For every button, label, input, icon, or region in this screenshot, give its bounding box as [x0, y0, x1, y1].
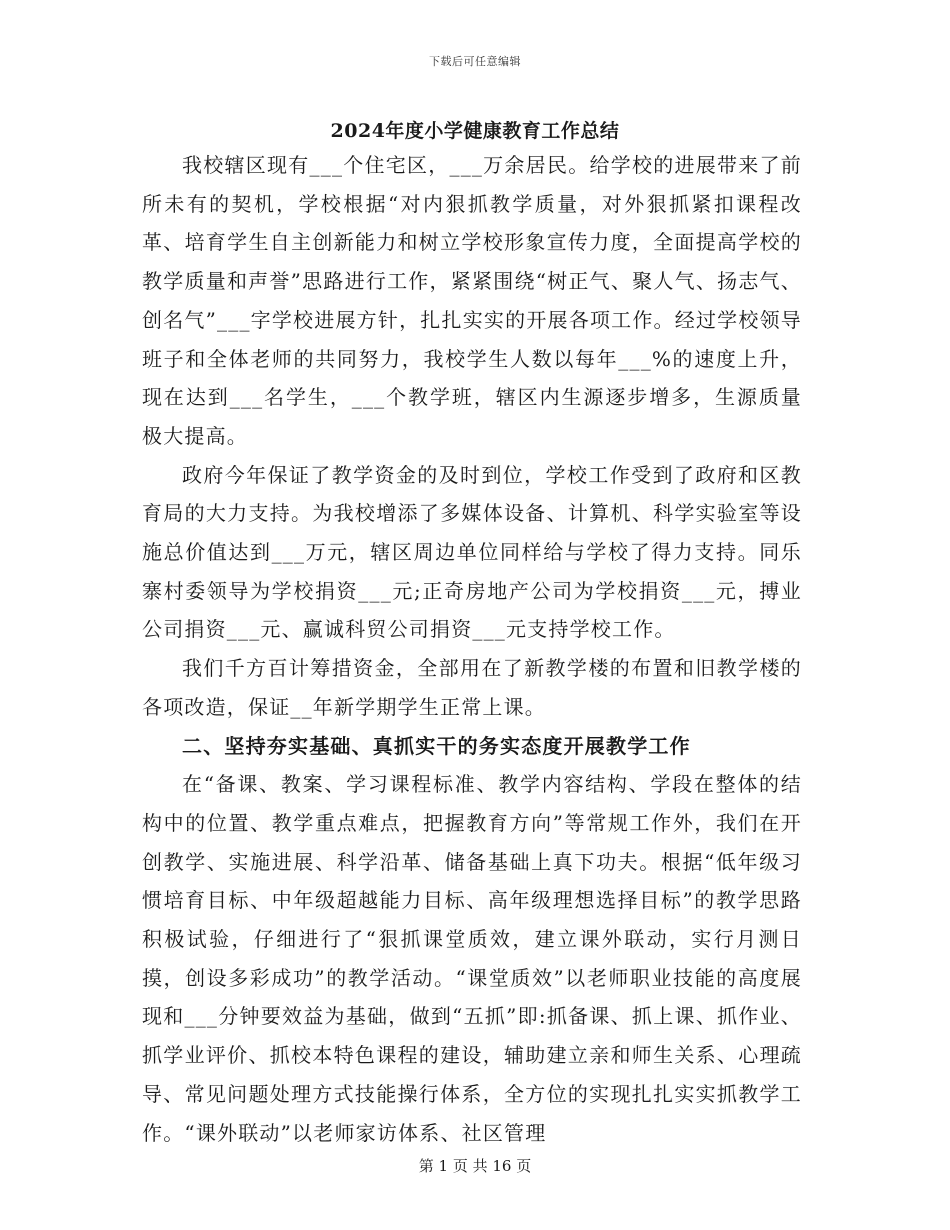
- section-heading: 二、坚持夯实基础、真抓实干的务实态度开展教学工作: [182, 733, 691, 758]
- document-body: [142, 146, 802, 1152]
- document-title: 2024年度小学健康教育工作总结: [330, 120, 620, 142]
- paragraph-funding: 政府今年保证了教学资金的及时到位，学校工作受到了政府和区教育局的大力支持。为我校增添了多媒体设备、计算机、科学实验室等设施总价值达到___万元，辖区周边单位同样给与学校了得力支持。同乐寨村委领导为学校捐资___元;正奇房地产公司为学校捐资___元，搏业公司捐资___元、赢诚科贸公司捐资___元支持学校工作。: [142, 462, 802, 642]
- paragraph-teaching: 在“备课、教案、学习课程标准、教学内容结构、学段在整体的结构中的位置、教学重点难点，把握教育方向”等常规工作外，我们在开创教学、实施进展、科学沿革、储备基础上真下功夫。根据“低年级习惯培育目标、中年级超越能力目标、高年级理想选择目标”的教学思路积极试验，仔细进行了“狠抓课堂质效，建立课外联动，实行月测日摸，创设多彩成功”的教学活动。“课堂质效”以老师职业技能的高度展现和___分钟要效益为基础，做到“五抓”即:抓备课、抓上课、抓作业、抓学业评价、抓校本特色课程的建设，辅助建立亲和师生关系、心理疏导、常见问题处理方式技能操行体系，全方位的实现扎扎实实抓教学工作。“课外联动”以老师家访体系、社区管理: [142, 772, 802, 1145]
- paragraph-construction: 我们千方百计筹措资金，全部用在了新教学楼的布置和旧教学楼的各项改造，保证__年新学期学生正常上课。: [142, 656, 802, 719]
- paragraph-intro: 我校辖区现有___个住宅区，___万余居民。给学校的进展带来了前所未有的契机，学校根据“对内狠抓教学质量，对外狠抓紧扣课程改革、培育学生自主创新能力和树立学校形象宣传力度，全面提高学校的教学质量和声誉”思路进行工作，紧紧围绕“树正气、聚人气、扬志气、创名气”___字学校进展方针，扎扎实实的开展各项工作。经过学校领导班子和全体老师的共同努力，我校学生人数以每年___%的速度上升，现在达到___名学生，___个教学班，辖区内生源逐步增多，生源质量极大提高。: [142, 153, 802, 448]
- header-note: 下载后可任意编辑: [429, 55, 521, 68]
- page-number: 第 1 页 共 16 页: [418, 1157, 532, 1175]
